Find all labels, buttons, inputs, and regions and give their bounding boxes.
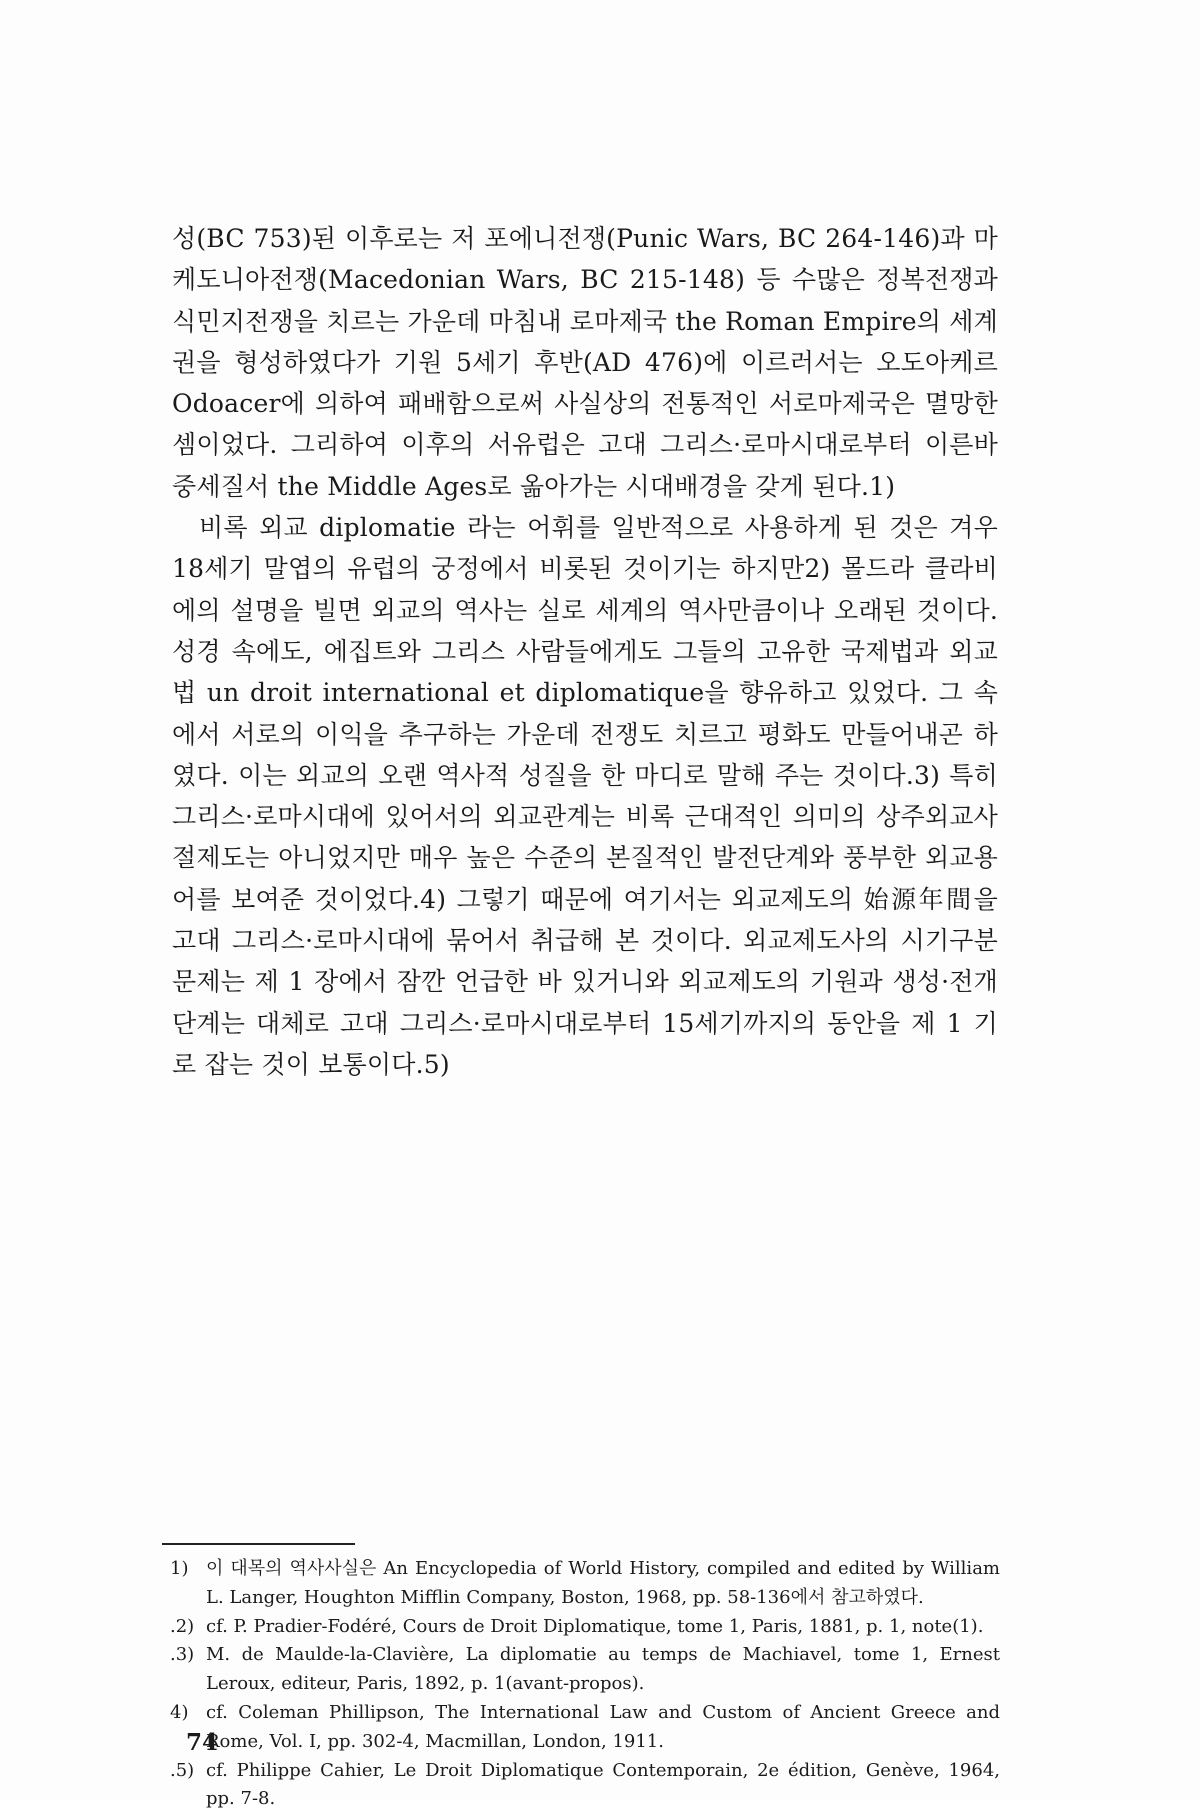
footnote-5: [166, 1757, 1000, 1814]
footnote-1: [166, 1555, 1000, 1613]
footnotes: [166, 1555, 1000, 1814]
footnote-number: 4): [170, 1701, 189, 1723]
footnote-4: [166, 1699, 1000, 1757]
main-text: [172, 218, 998, 1085]
footnote-number: .3): [170, 1644, 195, 1666]
footnote-number: .5): [170, 1759, 195, 1781]
footnote-2: [166, 1613, 1000, 1642]
paragraph-2: 비록 외교 diplomatie 라는 어휘를 일반적으로 사용하게 된 것은 겨우 18세기 말엽의 유럽의 궁정에서 비롯된 것이기는 하지만2) 몰드라 클라비에의 설명을 빌면 외교의 역사는 실로 세계의 역사만큼이나 오래된 것이다. 성경 속에도, 에집트와 그리스 사람들에게도 그들의 고유한 국제법과 외교법 un droit international et diplomatique을 향유하고 있었다. 그 속에서 서로의 이익을 추구하는 가운데 전쟁도 치르고 평화도 만들어내곤 하였다. 이는 외교의 오랜 역사적 성질을 한 마디로 말해 주는 것이다.3) 특히 그리스·로마시대에 있어서의 외교관계는 비록 근대적인 의미의 상주외교사절제도는 아니었지만 매우 높은 수준의 본질적인 발전단계와 풍부한 외교용어를 보여준 것이었다.4) 그렇기 때문에 여기서는 외교제도의 始源年間을 고대 그리스·로마시대에 묶어서 취급해 본 것이다. 외교제도사의 시기구분 문제는 제 1 장에서 잠깐 언급한 바 있거니와 외교제도의 기원과 생성·전개단계는 대체로 고대 그리스·로마시대로부터 15세기까지의 동안을 제 1 기로 잡는 것이 보통이다.5): [172, 513, 998, 1079]
footnote-text: cf. Coleman Phillipson, The International Law and Custom of Ancient Greece and Rome, Vol. I, pp. 302-4, Macmillan, London, 1911.: [206, 1701, 1000, 1752]
footnote-3: [166, 1641, 1000, 1699]
footnote-text: cf. Philippe Cahier, Le Droit Diplomatique Contemporain, 2e édition, Genève, 1964, pp. 7-8.: [206, 1759, 1000, 1810]
footnote-number: .2): [170, 1615, 195, 1637]
page-number: 74: [186, 1729, 219, 1756]
paragraph-1: 성(BC 753)된 이후로는 저 포에니전쟁(Punic Wars, BC 264-146)과 마케도니아전쟁(Macedonian Wars, BC 215-148) 등 수많은 정복전쟁과 식민지전쟁을 치르는 가운데 마침내 로마제국 the Roman Empire의 세계권을 형성하였다가 기원 5세기 후반(AD 476)에 이르러서는 오도아케르 Odoacer에 의하여 패배함으로써 사실상의 전통적인 서로마제국은 멸망한 셈이었다. 그리하여 이후의 서유럽은 고대 그리스·로마시대로부터 이른바 중세질서 the Middle Ages로 옮아가는 시대배경을 갖게 된다.1): [172, 224, 998, 501]
footnote-text: M. de Maulde-la-Clavière, La diplomatie au temps de Machiavel, tome 1, Ernest Leroux, editeur, Paris, 1892, p. 1(avant-propos).: [206, 1644, 1000, 1695]
footnote-text: cf. P. Pradier-Fodéré, Cours de Droit Diplomatique, tome 1, Paris, 1881, p. 1, note(1).: [206, 1615, 984, 1637]
footnote-text: 이 대목의 역사사실은 An Encyclopedia of World History, compiled and edited by William L. Langer, Houghton Mifflin Company, Boston, 1968, pp. 58-136에서 참고하였다.: [206, 1558, 1000, 1608]
footnote-number: 1): [170, 1558, 189, 1579]
footnote-divider: [162, 1543, 355, 1545]
